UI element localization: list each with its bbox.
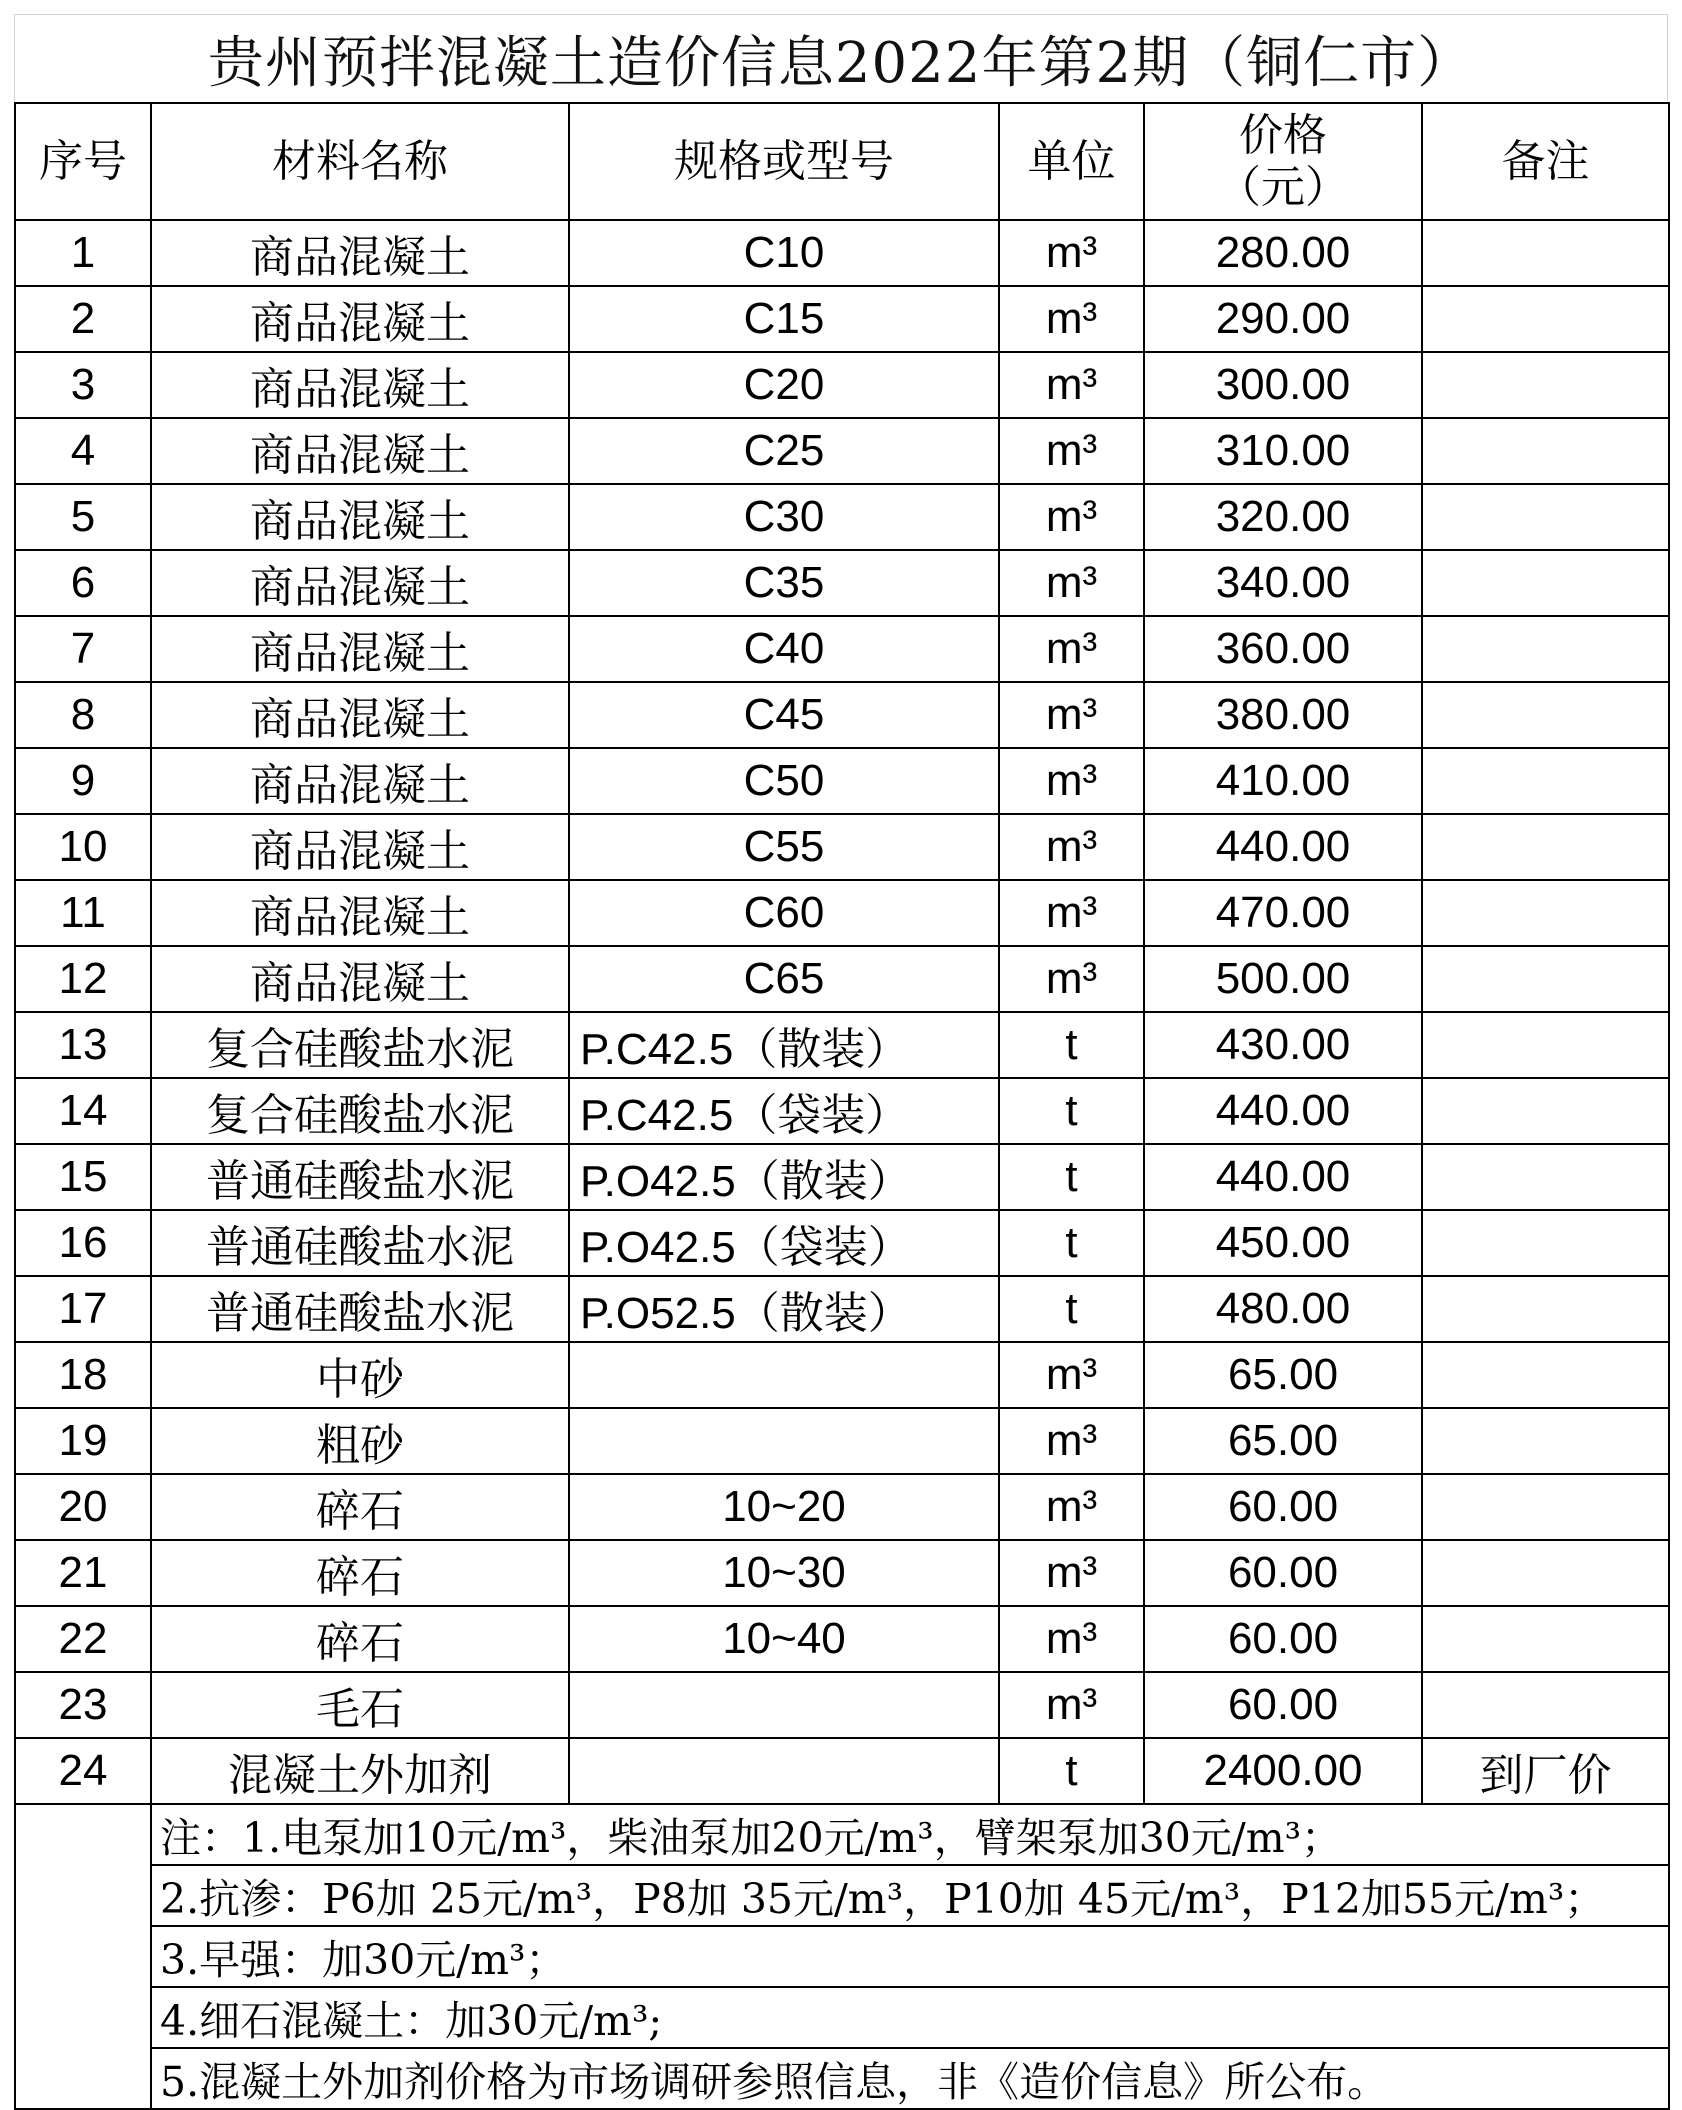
cell-unit: t [999, 1078, 1144, 1144]
table-body [15, 220, 1669, 1804]
cell-name: 商品混凝土 [151, 418, 569, 484]
cell-note [1422, 484, 1669, 550]
note-row [15, 2048, 1669, 2109]
cell-unit: m³ [999, 550, 1144, 616]
cell-note [1422, 286, 1669, 352]
cell-price: 60.00 [1144, 1672, 1422, 1738]
cell-unit: m³ [999, 1540, 1144, 1606]
table-row [15, 1276, 1669, 1342]
cell-spec: C35 [569, 550, 999, 616]
cell-seq: 18 [15, 1342, 151, 1408]
table-row [15, 220, 1669, 286]
cell-name: 中砂 [151, 1342, 569, 1408]
cell-note [1422, 748, 1669, 814]
table-row [15, 418, 1669, 484]
cell-seq: 12 [15, 946, 151, 1012]
table-row [15, 682, 1669, 748]
cell-note [1422, 1672, 1669, 1738]
cell-unit: m³ [999, 814, 1144, 880]
cell-name: 商品混凝土 [151, 550, 569, 616]
cell-name: 商品混凝土 [151, 286, 569, 352]
cell-note [1422, 1474, 1669, 1540]
cell-unit: m³ [999, 1474, 1144, 1540]
cell-unit: m³ [999, 682, 1144, 748]
cell-price: 410.00 [1144, 748, 1422, 814]
cell-name: 粗砂 [151, 1408, 569, 1474]
cell-spec: C25 [569, 418, 999, 484]
cell-spec: C40 [569, 616, 999, 682]
cell-spec: C60 [569, 880, 999, 946]
cell-price: 440.00 [1144, 1144, 1422, 1210]
cell-seq: 24 [15, 1738, 151, 1804]
cell-name: 复合硅酸盐水泥 [151, 1012, 569, 1078]
cell-name: 商品混凝土 [151, 748, 569, 814]
header-unit: 单位 [999, 103, 1144, 220]
cell-spec [569, 1672, 999, 1738]
cell-price: 60.00 [1144, 1540, 1422, 1606]
cell-note [1422, 1606, 1669, 1672]
cell-spec [569, 1342, 999, 1408]
note-text: 注：1.电泵加10元/m³，柴油泵加20元/m³，臂架泵加30元/m³； [151, 1804, 1669, 1865]
cell-price: 440.00 [1144, 1078, 1422, 1144]
cell-unit: t [999, 1012, 1144, 1078]
cell-note [1422, 1210, 1669, 1276]
cell-seq: 22 [15, 1606, 151, 1672]
cell-spec: 10~40 [569, 1606, 999, 1672]
cell-seq: 1 [15, 220, 151, 286]
note-text: 4.细石混凝土：加30元/m³; [151, 1987, 1669, 2048]
cell-note [1422, 1342, 1669, 1408]
note-row [15, 1926, 1669, 1987]
cell-note [1422, 946, 1669, 1012]
cell-note [1422, 1540, 1669, 1606]
table-row [15, 814, 1669, 880]
table-row [15, 748, 1669, 814]
cell-unit: m³ [999, 1408, 1144, 1474]
cell-note [1422, 814, 1669, 880]
note-text: 3.早强：加30元/m³； [151, 1926, 1669, 1987]
cell-unit: m³ [999, 616, 1144, 682]
cell-price: 280.00 [1144, 220, 1422, 286]
cell-unit: m³ [999, 880, 1144, 946]
cell-name: 商品混凝土 [151, 484, 569, 550]
cell-name: 复合硅酸盐水泥 [151, 1078, 569, 1144]
cell-spec: C55 [569, 814, 999, 880]
cell-name: 毛石 [151, 1672, 569, 1738]
cell-note [1422, 682, 1669, 748]
cell-seq: 20 [15, 1474, 151, 1540]
cell-name: 混凝土外加剂 [151, 1738, 569, 1804]
cell-seq: 13 [15, 1012, 151, 1078]
cell-note [1422, 550, 1669, 616]
note-text: 5.混凝土外加剂价格为市场调研参照信息，非《造价信息》所公布。 [151, 2048, 1669, 2109]
table-row [15, 1342, 1669, 1408]
cell-unit: t [999, 1210, 1144, 1276]
cell-name: 商品混凝土 [151, 682, 569, 748]
table-row [15, 1408, 1669, 1474]
table-row [15, 880, 1669, 946]
cell-seq: 21 [15, 1540, 151, 1606]
cell-seq: 10 [15, 814, 151, 880]
cell-spec: C15 [569, 286, 999, 352]
cell-price: 65.00 [1144, 1342, 1422, 1408]
header-spec: 规格或型号 [569, 103, 999, 220]
cell-unit: m³ [999, 1342, 1144, 1408]
cell-name: 碎石 [151, 1606, 569, 1672]
table-row [15, 484, 1669, 550]
table-row [15, 1474, 1669, 1540]
cell-seq: 6 [15, 550, 151, 616]
table-row [15, 1606, 1669, 1672]
cell-seq: 16 [15, 1210, 151, 1276]
table-row [15, 286, 1669, 352]
cell-note [1422, 1078, 1669, 1144]
cell-note [1422, 352, 1669, 418]
cell-seq: 14 [15, 1078, 151, 1144]
cell-name: 普通硅酸盐水泥 [151, 1210, 569, 1276]
cell-note [1422, 1144, 1669, 1210]
table-row [15, 1738, 1669, 1804]
cell-name: 普通硅酸盐水泥 [151, 1276, 569, 1342]
table-row [15, 550, 1669, 616]
cell-note: 到厂价 [1422, 1738, 1669, 1804]
cell-price: 65.00 [1144, 1408, 1422, 1474]
table-row [15, 946, 1669, 1012]
cell-unit: m³ [999, 418, 1144, 484]
cell-spec: P.O42.5（散装） [569, 1144, 999, 1210]
header-price-line2: （元） [1217, 161, 1349, 213]
cell-price: 310.00 [1144, 418, 1422, 484]
cell-spec [569, 1408, 999, 1474]
table-row [15, 1672, 1669, 1738]
cell-spec [569, 1738, 999, 1804]
cell-spec: P.O42.5（袋装） [569, 1210, 999, 1276]
cell-unit: m³ [999, 286, 1144, 352]
cell-price: 320.00 [1144, 484, 1422, 550]
notes-blank-cell [15, 1804, 151, 2109]
cell-seq: 17 [15, 1276, 151, 1342]
cell-unit: m³ [999, 1606, 1144, 1672]
cell-seq: 11 [15, 880, 151, 946]
note-row [15, 1987, 1669, 2048]
cell-unit: t [999, 1738, 1144, 1804]
cell-name: 商品混凝土 [151, 946, 569, 1012]
cell-price: 450.00 [1144, 1210, 1422, 1276]
price-table [14, 102, 1670, 2110]
header-name: 材料名称 [151, 103, 569, 220]
table-row [15, 1210, 1669, 1276]
cell-seq: 4 [15, 418, 151, 484]
cell-unit: m³ [999, 220, 1144, 286]
cell-price: 300.00 [1144, 352, 1422, 418]
cell-unit: m³ [999, 1672, 1144, 1738]
note-text: 2.抗渗：P6加 25元/m³，P8加 35元/m³，P10加 45元/m³，P12加55元/m³； [151, 1865, 1669, 1926]
cell-price: 470.00 [1144, 880, 1422, 946]
cell-seq: 15 [15, 1144, 151, 1210]
header-seq: 序号 [15, 103, 151, 220]
cell-spec: C20 [569, 352, 999, 418]
cell-spec: C65 [569, 946, 999, 1012]
cell-unit: m³ [999, 352, 1144, 418]
cell-unit: m³ [999, 946, 1144, 1012]
cell-unit: t [999, 1144, 1144, 1210]
cell-unit: t [999, 1276, 1144, 1342]
table-row [15, 352, 1669, 418]
cell-seq: 3 [15, 352, 151, 418]
cell-note [1422, 1408, 1669, 1474]
cell-note [1422, 1276, 1669, 1342]
cell-spec: P.C42.5（散装） [569, 1012, 999, 1078]
cell-price: 430.00 [1144, 1012, 1422, 1078]
cell-name: 商品混凝土 [151, 352, 569, 418]
header-row [15, 103, 1669, 220]
cell-note [1422, 220, 1669, 286]
cell-price: 500.00 [1144, 946, 1422, 1012]
note-row [15, 1865, 1669, 1926]
cell-spec: 10~30 [569, 1540, 999, 1606]
cell-spec: P.C42.5（袋装） [569, 1078, 999, 1144]
cell-spec: 10~20 [569, 1474, 999, 1540]
header-note: 备注 [1422, 103, 1669, 220]
cell-spec: C10 [569, 220, 999, 286]
cell-unit: m³ [999, 484, 1144, 550]
cell-note [1422, 418, 1669, 484]
table-row [15, 616, 1669, 682]
table-row [15, 1540, 1669, 1606]
cell-price: 60.00 [1144, 1606, 1422, 1672]
cell-seq: 8 [15, 682, 151, 748]
note-row [15, 1804, 1669, 1865]
cell-name: 碎石 [151, 1540, 569, 1606]
table-row [15, 1144, 1669, 1210]
cell-note [1422, 880, 1669, 946]
cell-price: 380.00 [1144, 682, 1422, 748]
cell-price: 340.00 [1144, 550, 1422, 616]
cell-name: 碎石 [151, 1474, 569, 1540]
table-row [15, 1078, 1669, 1144]
price-sheet [14, 14, 1668, 2110]
table-row [15, 1012, 1669, 1078]
cell-spec: C45 [569, 682, 999, 748]
cell-seq: 19 [15, 1408, 151, 1474]
cell-note [1422, 1012, 1669, 1078]
cell-price: 440.00 [1144, 814, 1422, 880]
cell-seq: 2 [15, 286, 151, 352]
cell-price: 2400.00 [1144, 1738, 1422, 1804]
sheet-title: 贵州预拌混凝土造价信息2022年第2期（铜仁市） [14, 14, 1668, 102]
cell-seq: 7 [15, 616, 151, 682]
header-price [1144, 103, 1422, 220]
cell-spec: P.O52.5（散装） [569, 1276, 999, 1342]
cell-name: 商品混凝土 [151, 616, 569, 682]
cell-price: 480.00 [1144, 1276, 1422, 1342]
cell-seq: 9 [15, 748, 151, 814]
cell-price: 60.00 [1144, 1474, 1422, 1540]
notes-body [15, 1804, 1669, 2109]
cell-price: 360.00 [1144, 616, 1422, 682]
cell-seq: 23 [15, 1672, 151, 1738]
cell-unit: m³ [999, 748, 1144, 814]
cell-name: 普通硅酸盐水泥 [151, 1144, 569, 1210]
cell-seq: 5 [15, 484, 151, 550]
cell-name: 商品混凝土 [151, 814, 569, 880]
cell-note [1422, 616, 1669, 682]
cell-name: 商品混凝土 [151, 880, 569, 946]
cell-spec: C50 [569, 748, 999, 814]
cell-price: 290.00 [1144, 286, 1422, 352]
header-price-line1: 价格 [1239, 109, 1327, 161]
cell-name: 商品混凝土 [151, 220, 569, 286]
cell-spec: C30 [569, 484, 999, 550]
